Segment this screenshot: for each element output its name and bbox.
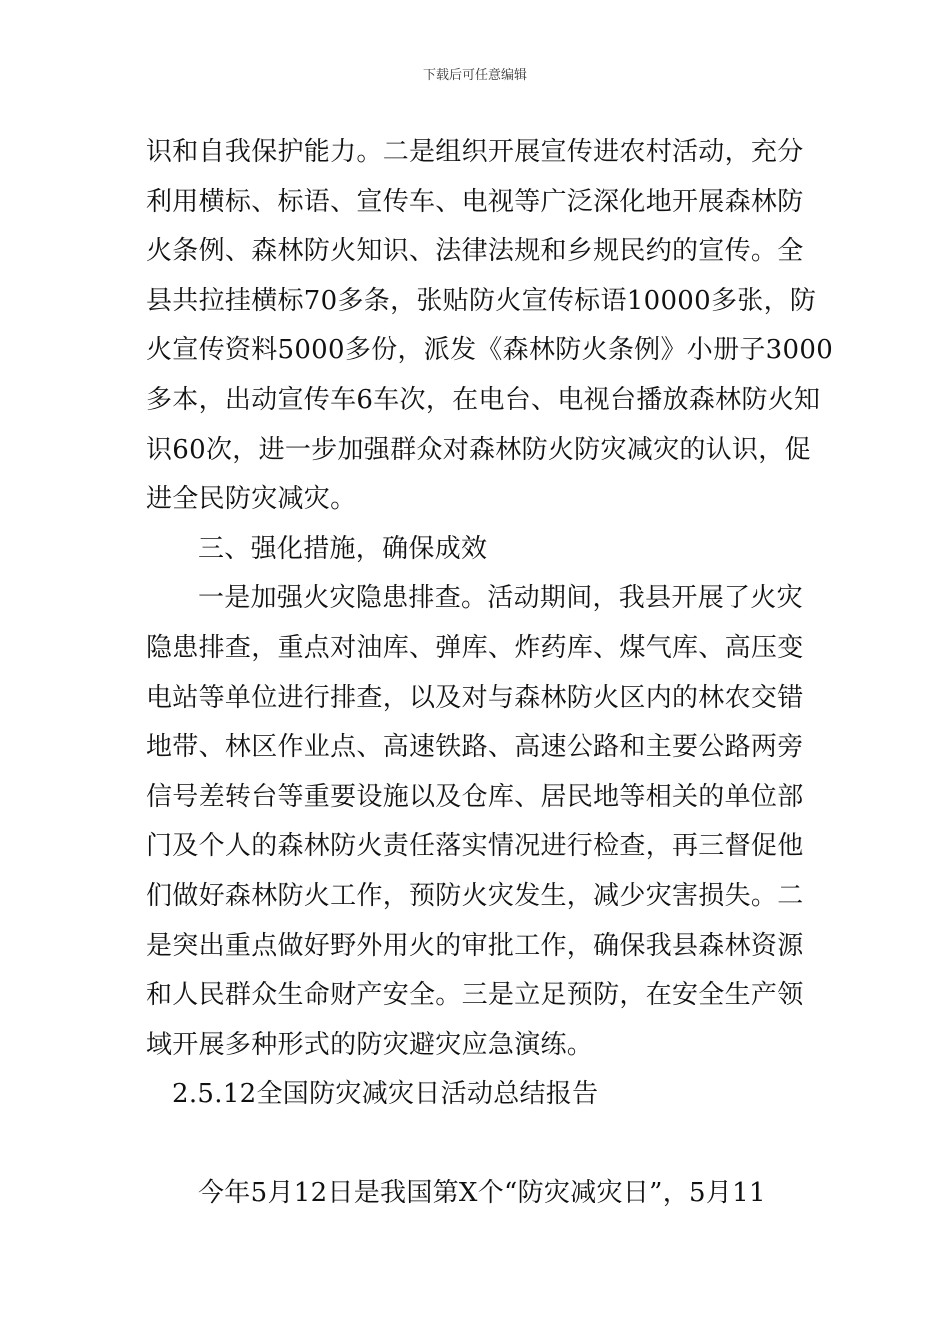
blank-line xyxy=(146,1120,806,1170)
text-line: 门及个人的森林防火责任落实情况进行检查，再三督促他 xyxy=(146,831,804,862)
text-line: 县共拉挂横标70多条，张贴防火宣传标语10000多张，防 xyxy=(146,285,817,316)
section-heading: 三、强化措施，确保成效 xyxy=(198,533,488,564)
document-body xyxy=(146,128,834,1219)
text-line: 火宣传资料5000多份，派发《森林防火条例》小册子3000 xyxy=(146,335,834,366)
text-line: 一是加强火灾隐患排查。活动期间，我县开展了火灾 xyxy=(198,583,803,614)
text-line: 今年5月12日是我国第X个“防灾减灾日”，5月11 xyxy=(198,1178,766,1209)
page-header: 下载后可任意编辑 xyxy=(422,68,527,83)
text-line: 利用横标、标语、宣传车、电视等广泛深化地开展森林防 xyxy=(146,186,804,217)
text-line: 隐患排查，重点对油库、弹库、炸药库、煤气库、高压变 xyxy=(146,632,804,663)
text-line: 电站等单位进行排查，以及对与森林防火区内的林农交错 xyxy=(146,682,804,713)
text-line: 地带、林区作业点、高速铁路、高速公路和主要公路两旁 xyxy=(146,732,804,763)
text-line: 是突出重点做好野外用火的审批工作，确保我县森林资源 xyxy=(146,930,804,961)
text-line: 进全民防灾减灾。 xyxy=(146,484,357,515)
text-line: 信号差转台等重要设施以及仓库、居民地等相关的单位部 xyxy=(146,781,804,812)
text-line: 识和自我保护能力。二是组织开展宣传进农村活动，充分 xyxy=(146,137,804,167)
document-title: 2.5.12全国防灾减灾日活动总结报告 xyxy=(172,1079,599,1110)
text-line: 和人民群众生命财产安全。三是立足预防，在安全生产领 xyxy=(146,980,804,1011)
text-line: 域开展多种形式的防灾避灾应急演练。 xyxy=(146,1029,594,1060)
text-line: 多本，出动宣传车6车次，在电台、电视台播放森林防火知 xyxy=(146,384,821,415)
text-line: 们做好森林防火工作，预防火灾发生，减少灾害损失。二 xyxy=(146,880,804,911)
text-line: 识60次，进一步加强群众对森林防火防灾减灾的认识，促 xyxy=(146,434,811,465)
text-line: 火条例、森林防火知识、法律法规和乡规民约的宣传。全 xyxy=(146,236,804,267)
